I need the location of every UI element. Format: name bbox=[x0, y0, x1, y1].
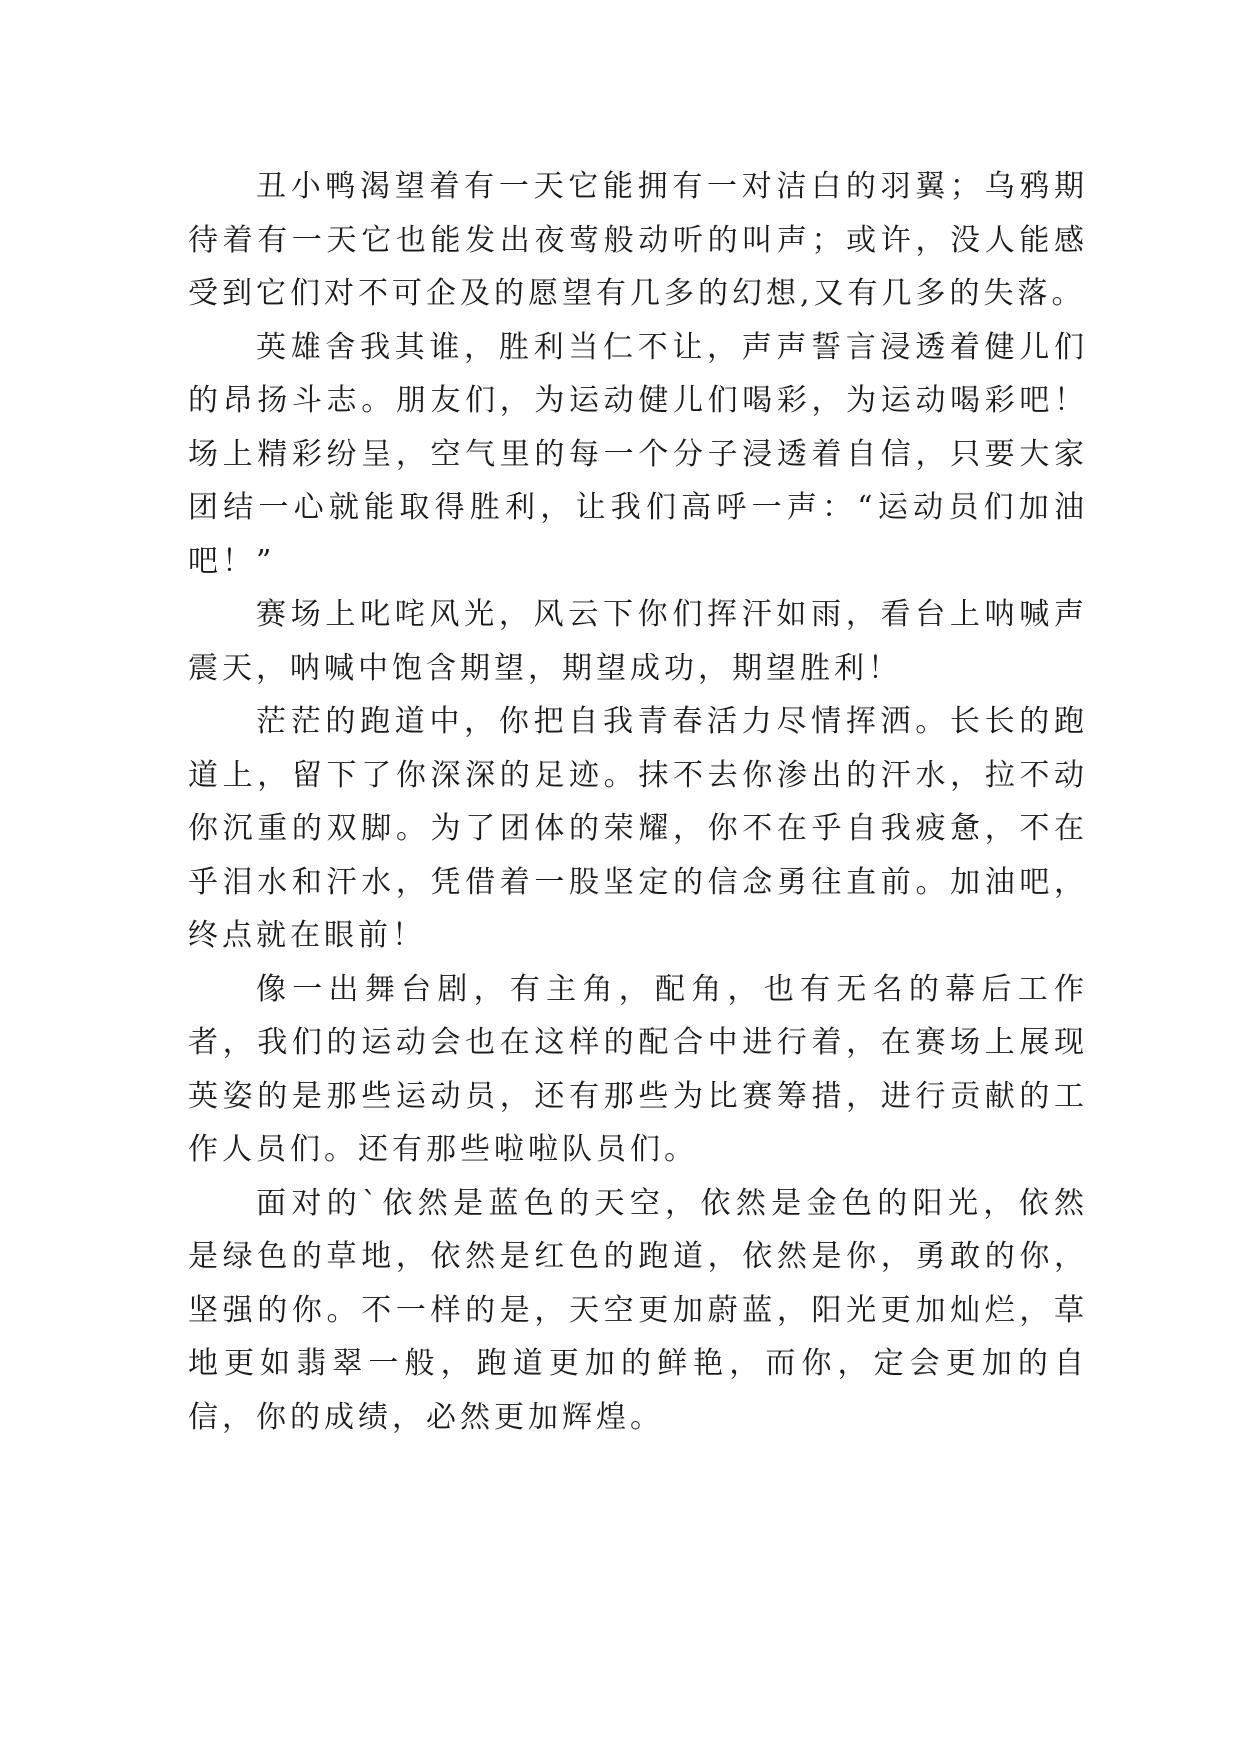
paragraph-5: 像一出舞台剧，有主角，配角，也有无名的幕后工作者，我们的运动会也在这样的配合中进行着，在赛场上展现英姿的是那些运动员，还有那些为比赛筹措，进行贡献的工作人员们。还有那些啦啦队员们。 bbox=[188, 971, 1088, 1167]
document-body bbox=[188, 160, 1088, 1444]
paragraph-6: 面对的`依然是蓝色的天空，依然是金色的阳光，依然是绿色的草地，依然是红色的跑道，依然是你，勇敢的你，坚强的你。不一样的是，天空更加蔚蓝，阳光更加灿烂，草地更如翡翠一般，跑道更加的鲜艳，而你，定会更加的自信，你的成绩，必然更加辉煌。 bbox=[188, 1185, 1088, 1435]
paragraph-4: 茫茫的跑道中，你把自我青春活力尽情挥洒。长长的跑道上，留下了你深深的足迹。抹不去你渗出的汗水，拉不动你沉重的双脚。为了团体的荣耀，你不在乎自我疲惫，不在乎泪水和汗水，凭借着一股坚定的信念勇往直前。加油吧，终点就在眼前！ bbox=[188, 704, 1088, 953]
paragraph-3: 赛场上叱咤风光，风云下你们挥汗如雨，看台上呐喊声震天，呐喊中饱含期望，期望成功，期望胜利！ bbox=[188, 597, 1088, 686]
paragraph-1: 丑小鸭渴望着有一天它能拥有一对洁白的羽翼；乌鸦期待着有一天它也能发出夜莺般动听的叫声；或许，没人能感受到它们对不可企及的愿望有几多的幻想,又有几多的失落。 bbox=[188, 169, 1088, 311]
paragraph-2: 英雄舍我其谁，胜利当仁不让，声声誓言浸透着健儿们的昂扬斗志。朋友们，为运动健儿们喝彩，为运动喝彩吧！场上精彩纷呈，空气里的每一个分子浸透着自信，只要大家团结一心就能取得胜利，让我们高呼一声：“运动员们加油吧！” bbox=[188, 329, 1088, 579]
